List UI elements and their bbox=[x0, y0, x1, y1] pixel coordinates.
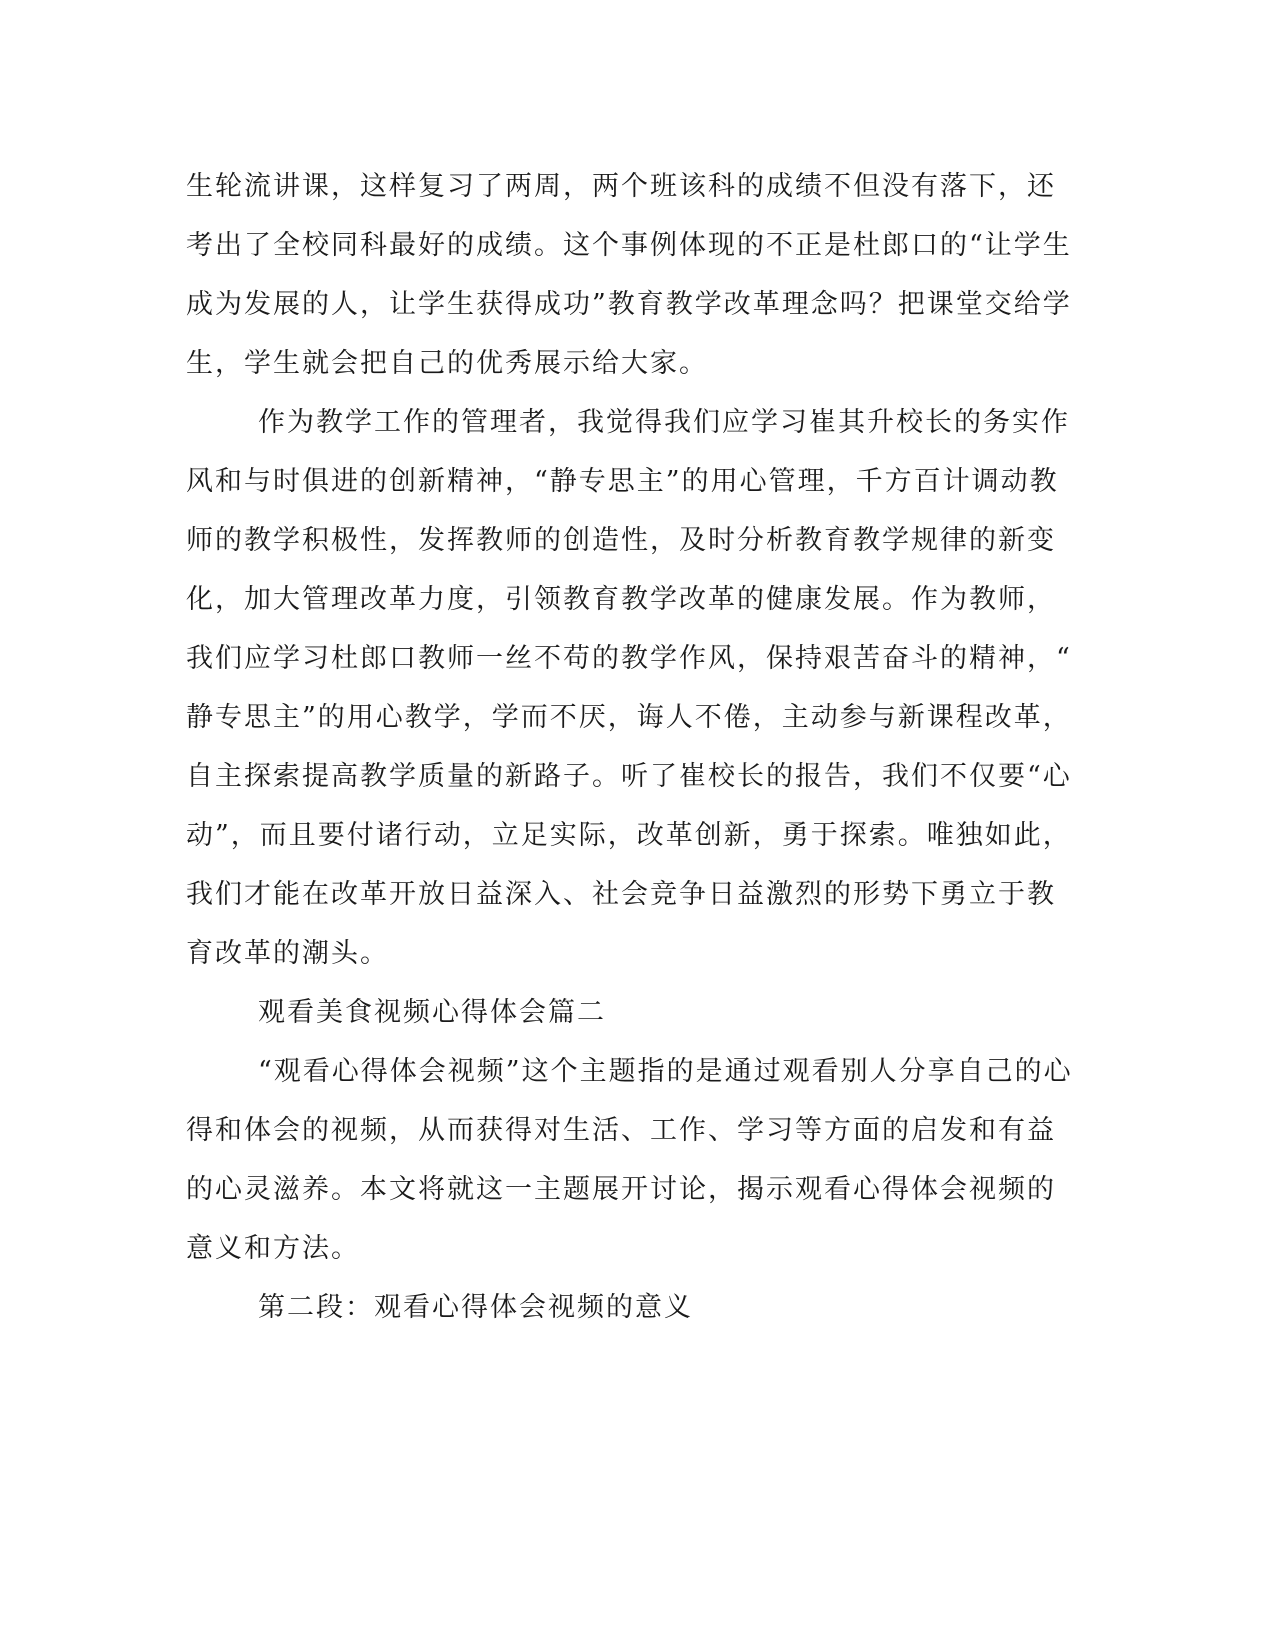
text-line: 风和与时俱进的创新精神，“静专思主”的用心管理，千方百计调动教 bbox=[186, 466, 1059, 497]
text-line: 自主探索提高教学质量的新路子。听了崔校长的报告，我们不仅要“心 bbox=[186, 761, 1072, 792]
text-line: 生，学生就会把自己的优秀展示给大家。 bbox=[186, 348, 708, 379]
text-line: 生轮流讲课，这样复习了两周，两个班该科的成绩不但没有落下，还 bbox=[186, 171, 1056, 202]
section-heading: 观看美食视频心得体会篇二 bbox=[258, 997, 606, 1028]
text-line: 我们应学习杜郎口教师一丝不苟的教学作风，保持艰苦奋斗的精神，“ bbox=[186, 643, 1072, 674]
text-line: 的心灵滋养。本文将就这一主题展开讨论，揭示观看心得体会视频的 bbox=[186, 1174, 1056, 1205]
text-line: 动”，而且要付诸行动，立足实际，改革创新，勇于探索。唯独如此， bbox=[186, 820, 1072, 851]
text-line: 师的教学积极性，发挥教师的创造性，及时分析教育教学规律的新变 bbox=[186, 525, 1056, 556]
text-line: 考出了全校同科最好的成绩。这个事例体现的不正是杜郎口的“让学生 bbox=[186, 230, 1072, 261]
text-line: 作为教学工作的管理者，我觉得我们应学习崔其升校长的务实作 bbox=[258, 407, 1070, 438]
text-line: 成为发展的人，让学生获得成功”教育教学改革理念吗？把课堂交给学 bbox=[186, 289, 1072, 320]
text-line: 育改革的潮头。 bbox=[186, 938, 389, 969]
text-line: 得和体会的视频，从而获得对生活、工作、学习等方面的启发和有益 bbox=[186, 1115, 1056, 1146]
text-line: 化，加大管理改革力度，引领教育教学改革的健康发展。作为教师， bbox=[186, 584, 1056, 615]
text-line: 我们才能在改革开放日益深入、社会竞争日益激烈的形势下勇立于教 bbox=[186, 879, 1056, 910]
section-heading: 第二段：观看心得体会视频的意义 bbox=[258, 1292, 693, 1323]
document-body bbox=[186, 157, 1073, 1337]
text-line: 意义和方法。 bbox=[186, 1233, 360, 1264]
text-line: 静专思主”的用心教学，学而不厌，诲人不倦，主动参与新课程改革， bbox=[186, 702, 1072, 733]
text-line: “观看心得体会视频”这个主题指的是通过观看别人分享自己的心 bbox=[258, 1056, 1073, 1087]
